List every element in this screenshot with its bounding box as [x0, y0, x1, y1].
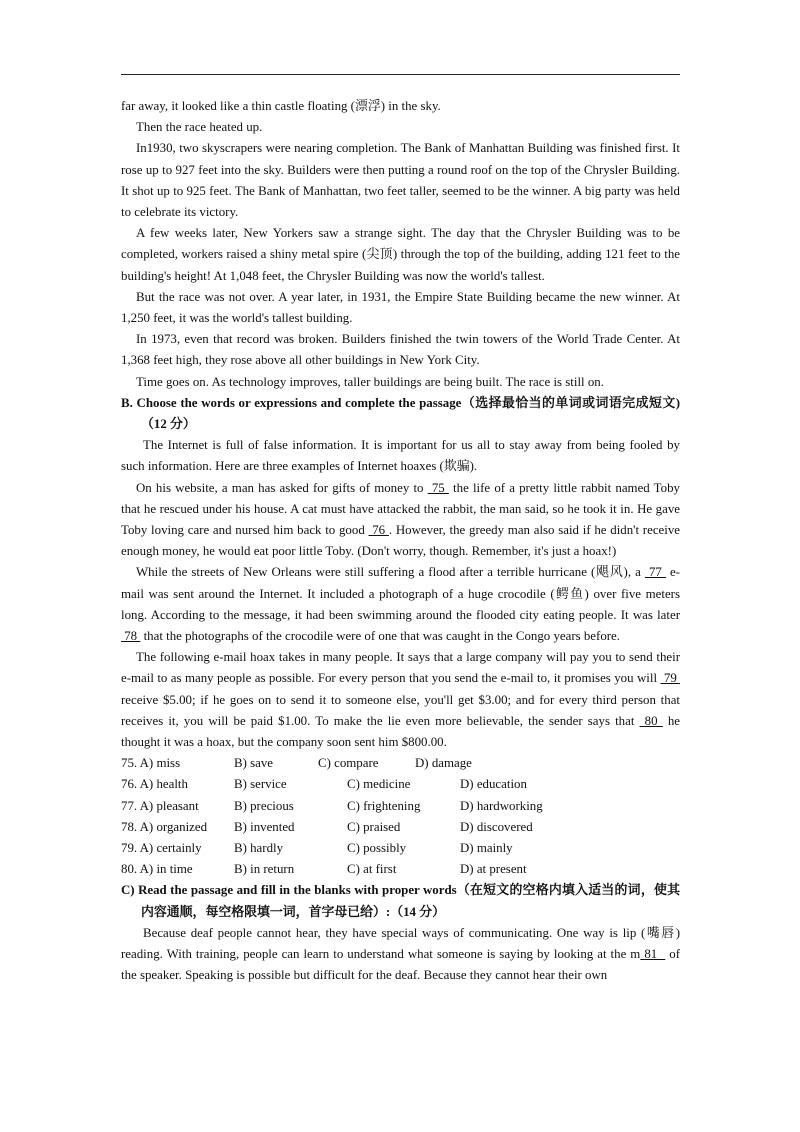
options-row-77: [121, 796, 680, 817]
option-d: D) mainly: [460, 841, 513, 856]
blank-80: 80: [639, 713, 663, 728]
section-c-heading: C) Read the passage and fill in the blanks with proper words（在短文的空格内填入适当的词，使其内容通顺，每空格限填一词，首字母已给）:（14 分）: [121, 883, 680, 919]
option-c: C) possibly: [347, 841, 407, 856]
option-c: C) at first: [347, 862, 397, 877]
passage-text: The following e-mail hoax takes in many people. It says that a large company will pay you to send their e-mail to as many people as possible. For every person that you send the e-mail to, it promises you will: [121, 650, 680, 686]
reading-a-paragraph: Then the race heated up.: [136, 120, 263, 135]
option-b: B) precious: [234, 798, 294, 813]
reading-a-paragraph: far away, it looked like a thin castle floating (漂浮) in the sky.: [121, 99, 441, 113]
blank-79: 79: [660, 671, 680, 686]
option-c: C) compare: [318, 756, 379, 771]
option-b: B) hardly: [234, 841, 284, 856]
option-a: 75. A) miss: [121, 756, 181, 771]
passage-text: . However, the greedy man also said if he didn't receive enough money, he would eat poor little Toby. (Don't worry, though. Remember, it's just a hoax!): [121, 523, 681, 559]
reading-a-paragraph: A few weeks later, New Yorkers saw a strange sight. The day that the Chrysler Building was to be completed, workers raised a shiny metal spire (尖顶) through the top of the building, adding 121 feet to the building's height! At 1,048 feet, the Chrysler Building was now the world's tallest.: [121, 226, 680, 283]
header-rule: [121, 74, 680, 75]
option-d: D) discovered: [460, 819, 533, 834]
option-b: B) invented: [234, 819, 295, 834]
section-b-paragraph: [121, 478, 680, 563]
option-c: C) medicine: [347, 777, 411, 792]
passage-text: Because deaf people cannot hear, they have special ways of communicating. One way is lip (嘴唇) reading. With training, people can learn to understand what someone is saying by looking at the m: [121, 925, 680, 962]
options-row-80: [121, 859, 680, 880]
reading-a-paragraph: In 1973, even that record was broken. Builders finished the twin towers of the World Trade Center. At 1,368 feet high, they rose above all other buildings in New York City.: [121, 332, 680, 368]
passage-text: that the photographs of the crocodile were of one that was caught in the Congo years before.: [140, 629, 621, 644]
passage-text: of the speaker. Speaking is possible but difficult for the deaf. Because they cannot hear their own: [121, 947, 681, 983]
option-d: D) damage: [415, 756, 472, 771]
options-row-76: [121, 774, 680, 795]
options-row-75: [121, 753, 680, 774]
passage-text: receive $5.00; if he goes on to send it to someone else, you'll get $3.00; and for every third person that receives it, you will be paid $1.00. To make the lie even more believable, the sender says that: [121, 692, 680, 728]
option-d: D) education: [460, 777, 527, 792]
option-b: B) service: [234, 777, 287, 792]
section-c-paragraph: [121, 923, 680, 987]
passage-text: the life of a pretty little rabbit named Toby that he rescued under his house. A cat must have attacked the rabbit, the man said, so he took it in. He gave Toby loving care and nursed him back to good: [121, 480, 680, 538]
passage-text: While the streets of New Orleans were still suffering a flood after a terrible hurricane (飓风), a: [136, 565, 645, 580]
option-a: 80. A) in time: [121, 862, 193, 877]
options-row-78: [121, 817, 680, 838]
passage-text: On his website, a man has asked for gifts of money to: [136, 480, 428, 495]
section-b-paragraph: [121, 647, 680, 753]
passage-text: e-mail was sent around the Internet. It included a photograph of a huge crocodile (鳄鱼) over five meters long. According to the message, it had been swimming around the flooded city eating people. It was later: [121, 565, 680, 622]
blank-75: 75: [427, 480, 449, 495]
passage-text: he thought it was a hoax, but the company soon sent him $800.00.: [121, 713, 680, 750]
option-a: 78. A) organized: [121, 819, 208, 834]
option-d: D) hardworking: [460, 798, 543, 813]
section-b-paragraph: [121, 562, 680, 647]
option-a: 79. A) certainly: [121, 841, 202, 856]
option-b: B) save: [234, 756, 274, 771]
options-list: [121, 753, 680, 880]
option-c: C) praised: [347, 819, 401, 834]
blank-77: 77: [644, 565, 666, 580]
reading-a-paragraph: In1930, two skyscrapers were nearing completion. The Bank of Manhattan Building was finished first. It rose up to 927 feet into the sky. Builders were then putting a round roof on the top of the Chrysler Building. It shot up to 925 feet. The Bank of Manhattan, two feet taller, seemed to be the winner. A big party was held to celebrate its victory.: [121, 141, 680, 220]
option-d: D) at present: [460, 862, 527, 877]
section-b-heading: B. Choose the words or expressions and complete the passage（选择最恰当的单词或词语完成短文)（12 分）: [121, 395, 680, 432]
blank-78: 78: [121, 629, 141, 644]
options-row-79: [121, 838, 680, 859]
document-body: [121, 96, 680, 986]
option-c: C) frightening: [347, 798, 421, 813]
blank-76: 76: [368, 523, 389, 538]
blank-81: 81: [644, 947, 666, 962]
reading-a-paragraph: But the race was not over. A year later, in 1931, the Empire State Building became the new winner. At 1,250 feet, it was the world's tallest building.: [121, 289, 680, 326]
option-a: 77. A) pleasant: [121, 798, 199, 813]
section-b-paragraph: The Internet is full of false information. It is important for us all to stay away from being fooled by such information. Here are three examples of Internet hoaxes (欺骗).: [121, 438, 680, 474]
option-a: 76. A) health: [121, 777, 188, 792]
option-b: B) in return: [234, 862, 295, 877]
reading-a-paragraph: Time goes on. As technology improves, taller buildings are being built. The race is still on.: [136, 374, 604, 389]
